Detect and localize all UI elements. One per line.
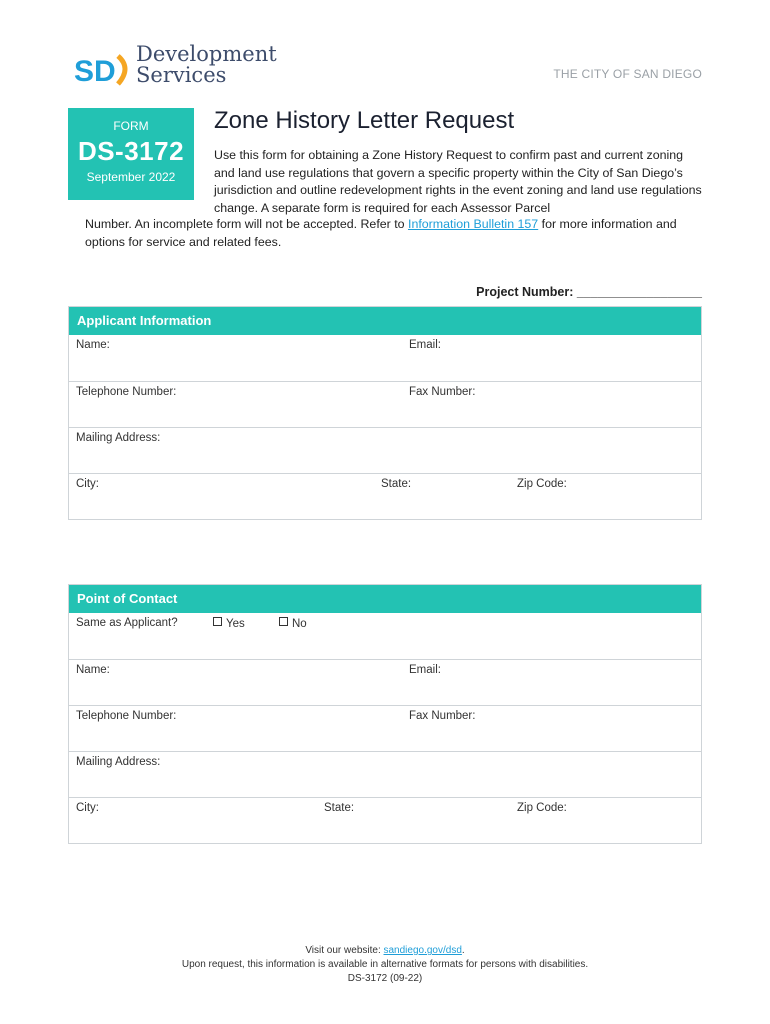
dsd-logo <box>74 42 277 90</box>
yes-checkbox[interactable] <box>213 617 245 630</box>
page-title: Zone History Letter Request <box>214 107 515 134</box>
contact-state-field[interactable]: State: <box>324 802 355 814</box>
badge-date: September 2022 <box>86 170 176 184</box>
intro-text-continued <box>85 216 705 251</box>
badge-number: DS-3172 <box>77 136 185 166</box>
footer-website-suffix: . <box>461 945 465 956</box>
applicant-mailing-field[interactable]: Mailing Address: <box>76 432 161 444</box>
applicant-city-field[interactable]: City: <box>76 478 99 490</box>
contact-fax-field[interactable]: Fax Number: <box>409 710 476 722</box>
applicant-section <box>68 306 702 520</box>
intro-part2b: for more information and options for service and related fees. <box>85 217 677 249</box>
contact-city-field[interactable]: City: <box>76 802 99 814</box>
applicant-fax-field[interactable]: Fax Number: <box>409 386 476 398</box>
sd-logo-icon <box>74 48 132 88</box>
checkbox-no-icon[interactable] <box>279 617 288 626</box>
form-badge <box>68 108 194 200</box>
contact-mailing-row <box>69 751 701 797</box>
applicant-zip-field[interactable]: Zip Code: <box>517 478 567 490</box>
contact-city-row <box>69 797 701 843</box>
applicant-name-field[interactable]: Name: <box>76 339 110 351</box>
website-link[interactable]: sandiego.gov/dsd <box>383 945 462 956</box>
contact-name-email-row <box>69 659 701 705</box>
contact-same-row <box>69 613 701 659</box>
info-bulletin-link[interactable]: Information Bulletin 157 <box>408 217 539 231</box>
contact-email-field[interactable]: Email: <box>409 664 441 676</box>
contact-telephone-field[interactable]: Telephone Number: <box>76 710 177 722</box>
intro-text: Use this form for obtaining a Zone History Request to confirm past and current zoning and land use regulations that govern a specific property within the City of San Diego’s jurisdiction and outline redevelopment rights in the event zoning and land use regulations change. A separate form is required for each Assessor Parcel <box>214 148 702 215</box>
logo-line2: Services <box>136 63 227 87</box>
applicant-city-row <box>69 473 701 519</box>
yes-label: Yes <box>226 618 245 630</box>
same-as-applicant-label: Same as Applicant? <box>76 617 178 629</box>
intro-part2a: Number. An incomplete form will not be accepted. Refer to <box>85 217 409 231</box>
no-label: No <box>292 618 307 630</box>
contact-zip-field[interactable]: Zip Code: <box>517 802 567 814</box>
footer-form-code: DS-3172 (09-22) <box>347 973 423 984</box>
contact-section <box>68 584 702 844</box>
applicant-heading: Applicant Information <box>69 307 701 335</box>
applicant-email-field[interactable]: Email: <box>409 339 441 351</box>
project-number-field[interactable]: Project Number: __________________ <box>476 285 702 299</box>
applicant-telephone-field[interactable]: Telephone Number: <box>76 386 177 398</box>
checkbox-yes-icon[interactable] <box>213 617 222 626</box>
applicant-state-field[interactable]: State: <box>381 478 412 490</box>
footer-accessibility: Upon request, this information is available in alternative formats for persons with disabilities. <box>181 959 589 970</box>
footer-website <box>0 944 770 958</box>
logo-mark-text: SD <box>74 55 116 88</box>
contact-phone-fax-row <box>69 705 701 751</box>
contact-name-field[interactable]: Name: <box>76 664 110 676</box>
no-checkbox[interactable] <box>279 617 307 630</box>
footer-website-prefix: Visit our website: <box>305 945 384 956</box>
applicant-mailing-row <box>69 427 701 473</box>
city-label: THE CITY OF SAN DIEGO <box>553 67 702 81</box>
footer <box>0 944 770 986</box>
applicant-phone-fax-row <box>69 381 701 427</box>
contact-heading: Point of Contact <box>69 585 701 613</box>
logo-line1: Development <box>136 42 277 66</box>
contact-mailing-field[interactable]: Mailing Address: <box>76 756 161 768</box>
badge-label: FORM <box>113 119 149 133</box>
applicant-name-email-row <box>69 335 701 381</box>
